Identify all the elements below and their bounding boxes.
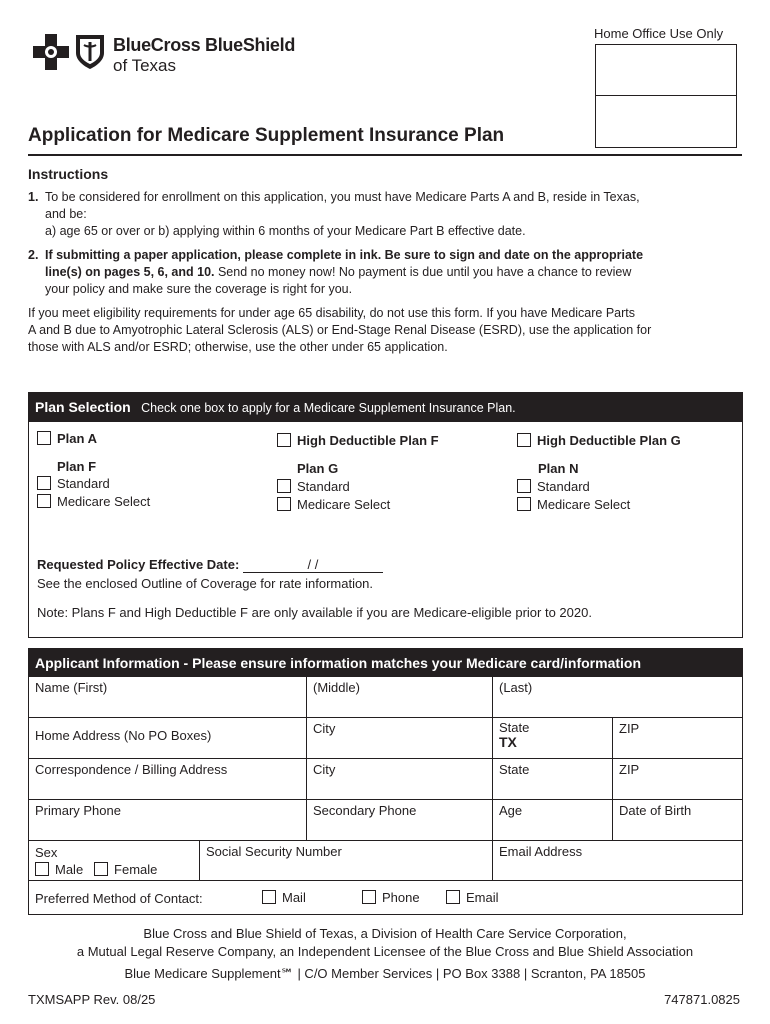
instruction-text: Send no money now! No payment is due until you have a chance to review [214, 265, 632, 279]
state-value: TX [499, 734, 517, 750]
plan-g-standard-checkbox[interactable] [277, 479, 291, 493]
option-label: Standard [537, 479, 590, 494]
paragraph-line: those with ALS and/or ESRD; otherwise, use the other under 65 application. [28, 340, 448, 354]
paragraph-line: A and B due to Amyotrophic Lateral Sclerosis (ALS) or End-Stage Renal Disease (ESRD), use the application for [28, 323, 652, 337]
blue-cross-logo-icon [33, 34, 69, 70]
hd-plan-f-checkbox[interactable] [277, 433, 291, 447]
form-id: TXMSAPP Rev. 08/25 [28, 992, 156, 1007]
male-checkbox[interactable] [35, 862, 49, 876]
form-number: 747871.0825 [664, 992, 740, 1007]
female-label: Female [114, 862, 158, 877]
plan-g-heading: Plan G [297, 461, 339, 476]
date-of-birth-field[interactable] [612, 800, 742, 841]
home-office-label: Home Office Use Only [594, 26, 724, 41]
field-label: Secondary Phone [313, 803, 417, 818]
title-rule [28, 154, 742, 156]
instruction-bold-text: If submitting a paper application, please complete in ink. Be sure to sign and date on the appropriate [45, 248, 644, 262]
option-label: Standard [297, 479, 350, 494]
instruction-text: a) age 65 or over or b) applying within 6 months of your Medicare Part B effective date. [45, 224, 526, 238]
brand-subtitle: of Texas [113, 56, 177, 75]
home-state-field[interactable] [492, 718, 612, 759]
first-name-field[interactable] [29, 677, 306, 717]
field-label: Age [499, 803, 523, 818]
hd-plan-f-label: High Deductible Plan F [297, 433, 439, 448]
home-city-field[interactable] [306, 718, 492, 759]
field-label: City [313, 721, 336, 736]
sex-field [29, 841, 199, 881]
email-label: Email [466, 890, 499, 905]
female-checkbox[interactable] [94, 862, 108, 876]
field-label: State [499, 762, 530, 777]
field-label: Primary Phone [35, 803, 121, 818]
field-label: (Last) [499, 680, 533, 695]
field-label: (Middle) [313, 680, 360, 695]
plan-n-standard-checkbox[interactable] [517, 479, 531, 493]
hd-plan-g-checkbox[interactable] [517, 433, 531, 447]
plan-selection-heading: Plan Selection [35, 399, 131, 415]
field-label: Preferred Method of Contact: [35, 891, 203, 906]
last-name-field[interactable] [492, 677, 742, 717]
hd-plan-g-option[interactable] [517, 432, 681, 450]
page-title: Application for Medicare Supplement Insurance Plan [28, 125, 505, 146]
correspondence-city-field[interactable] [306, 759, 492, 800]
primary-phone-field[interactable] [29, 800, 306, 841]
brand-name: BlueCross BlueShield [113, 35, 296, 55]
plan-f-select-checkbox[interactable] [37, 494, 51, 508]
plan-selection-header [29, 393, 742, 422]
mail-option[interactable] [262, 890, 306, 905]
applicant-heading: Applicant Information - Please ensure information matches your Medicare card/information [35, 655, 642, 671]
field-label: Home Address (No PO Boxes) [35, 728, 212, 743]
plan-selection-subheading: Check one box to apply for a Medicare Supplement Insurance Plan. [141, 401, 516, 415]
correspondence-zip-field[interactable] [612, 759, 742, 800]
plan-a-checkbox[interactable] [37, 431, 51, 445]
field-label: State [499, 720, 530, 735]
effective-date-row [37, 557, 383, 573]
field-label: Name (First) [35, 680, 108, 695]
correspondence-address-field[interactable] [29, 759, 306, 800]
field-label: ZIP [619, 762, 640, 777]
instruction-number: 1. [28, 190, 39, 204]
field-label: Social Security Number [206, 844, 342, 859]
hd-plan-f-option[interactable] [277, 432, 439, 450]
instruction-text: To be considered for enrollment on this application, you must have Medicare Parts A and B, reside in Texas, [45, 190, 640, 204]
field-label: Email Address [499, 844, 583, 859]
plan-f-standard-option[interactable] [37, 475, 110, 493]
phone-checkbox[interactable] [362, 890, 376, 904]
phone-option[interactable] [362, 890, 420, 905]
option-label: Medicare Select [537, 497, 631, 512]
applicant-information-section [28, 648, 743, 915]
instruction-text: your policy and make sure the coverage is right for you. [45, 282, 353, 296]
home-address-row [29, 717, 742, 759]
email-checkbox[interactable] [446, 890, 460, 904]
sex-ssn-email-row [29, 840, 742, 881]
plan-a-label: Plan A [57, 431, 97, 446]
plan-g-standard-option[interactable] [277, 478, 350, 496]
hd-plan-g-label: High Deductible Plan G [537, 433, 681, 448]
correspondence-state-field[interactable] [492, 759, 612, 800]
option-label: Medicare Select [297, 497, 391, 512]
blue-shield-logo-icon [74, 33, 106, 71]
ssn-field[interactable] [199, 841, 492, 881]
instructions-heading: Instructions [28, 166, 109, 182]
plan-g-select-checkbox[interactable] [277, 497, 291, 511]
option-label: Medicare Select [57, 494, 151, 509]
instruction-text: and be: [45, 207, 87, 221]
correspondence-row [29, 758, 742, 800]
field-label: Sex [35, 845, 58, 860]
applicant-header [29, 649, 742, 677]
name-row [29, 677, 742, 717]
email-option[interactable] [446, 890, 499, 905]
footer-line-2: a Mutual Legal Reserve Company, an Independent Licensee of the Blue Cross and Blue Shield Association [76, 944, 694, 959]
middle-name-field[interactable] [306, 677, 492, 717]
instruction-item-1 [28, 189, 740, 240]
mail-checkbox[interactable] [262, 890, 276, 904]
instruction-number: 2. [28, 248, 39, 262]
home-office-box [595, 44, 737, 148]
option-label: Standard [57, 476, 110, 491]
field-label: Date of Birth [619, 803, 692, 818]
field-label: Correspondence / Billing Address [35, 762, 228, 777]
plan-a-option[interactable] [37, 430, 97, 448]
plan-f-standard-checkbox[interactable] [37, 476, 51, 490]
plan-n-select-option[interactable] [517, 496, 630, 514]
plan-f-select-option[interactable] [37, 493, 150, 511]
plan-g-select-option[interactable] [277, 496, 390, 514]
home-zip-field[interactable] [612, 718, 742, 759]
field-label: ZIP [619, 721, 640, 736]
eligibility-paragraph [28, 305, 740, 356]
paragraph-line: If you meet eligibility requirements for under age 65 disability, do not use this form. If you have Medicare Parts [28, 306, 636, 320]
plan-n-standard-option[interactable] [517, 478, 590, 496]
home-office-divider [596, 95, 736, 96]
secondary-phone-field[interactable] [306, 800, 492, 841]
preferred-contact-field [29, 881, 742, 915]
effective-date-label: Requested Policy Effective Date: [37, 557, 240, 572]
home-address-field[interactable] [29, 718, 306, 759]
instruction-item-2 [28, 247, 740, 298]
effective-date-input[interactable]: / / [243, 557, 383, 573]
footer-line-3: Blue Medicare Supplement℠ | C/O Member Services | PO Box 3388 | Scranton, PA 18505 [124, 966, 646, 981]
age-field[interactable] [492, 800, 612, 841]
outline-note: See the enclosed Outline of Coverage for rate information. [37, 576, 374, 591]
email-address-field[interactable] [492, 841, 742, 881]
plan-n-select-checkbox[interactable] [517, 497, 531, 511]
phone-row [29, 799, 742, 841]
plan-n-heading: Plan N [538, 461, 579, 476]
field-label: City [313, 762, 336, 777]
preferred-contact-row [29, 880, 742, 915]
mail-label: Mail [282, 890, 306, 905]
plans-note: Note: Plans F and High Deductible F are only available if you are Medicare-eligible prior to 2020. [37, 605, 592, 620]
plan-selection-section [28, 392, 743, 638]
plan-f-heading: Plan F [57, 459, 97, 474]
male-label: Male [55, 862, 84, 877]
footer-line-1: Blue Cross and Blue Shield of Texas, a Division of Health Care Service Corporation, [143, 926, 627, 941]
instruction-bold-text: line(s) on pages 5, 6, and 10. [45, 265, 215, 279]
phone-label: Phone [382, 890, 420, 905]
